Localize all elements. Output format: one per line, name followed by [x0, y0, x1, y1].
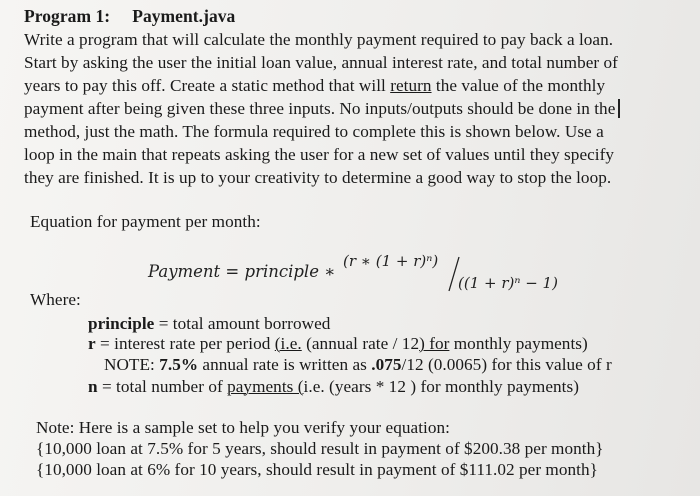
- definition-text: = interest rate per period: [95, 334, 275, 353]
- note-line: Note: Here is a sample set to help you verify your equation:: [36, 418, 450, 437]
- definition-text: = total amount borrowed: [154, 314, 331, 333]
- term-principle: principle: [88, 314, 155, 333]
- paragraph-line: Start by asking the user the initial loan value, annual interest rate, and total number of: [24, 53, 618, 72]
- definition-text: monthly payments): [449, 334, 588, 353]
- note-text: annual rate is written as: [198, 355, 372, 374]
- definition-note: [104, 355, 612, 375]
- definition-text: = total number of: [97, 377, 228, 396]
- note-decimal: .075: [371, 355, 402, 374]
- note-text: /12 (0.0065) for this value of r: [401, 355, 612, 374]
- note-line: {10,000 loan at 7.5% for 5 years, should result in payment of $200.38 per month}: [36, 439, 604, 458]
- text-cursor: [618, 99, 620, 118]
- return-underlined: return: [390, 76, 432, 95]
- program-number: Program 1:: [24, 6, 111, 26]
- paragraph-line: loop in the main that repeats asking the user for a new set of values until they specify: [24, 145, 615, 164]
- paragraph-text: the value of the monthly: [431, 76, 606, 95]
- definition-text: ) for: [419, 334, 450, 353]
- paragraph-line: they are finished. It is up to your creativity to determine a good way to stop the loop.: [24, 168, 612, 187]
- term-r: r: [88, 334, 96, 353]
- definition-r: [88, 334, 588, 354]
- note-rate: 7.5%: [159, 355, 199, 374]
- definition-n: [88, 377, 579, 397]
- program-title: [24, 6, 235, 26]
- note-text: NOTE:: [104, 355, 160, 374]
- paragraph-text: years to pay this off. Create a static method that will: [24, 76, 391, 95]
- paragraph-line: [24, 76, 605, 96]
- paragraph-text: payment after being given these three inputs. No inputs/outputs should be done in the: [24, 99, 616, 118]
- note-line: {10,000 loan at 6% for 10 years, should result in payment of $111.02 per month}: [36, 460, 598, 479]
- equation-heading: Equation for payment per month:: [30, 212, 261, 231]
- where-label: Where:: [30, 290, 81, 309]
- paragraph-line: [24, 99, 620, 119]
- definition-principle: [88, 314, 330, 334]
- term-n: n: [88, 377, 98, 396]
- definition-text: i.e. (years * 12 ) for monthly payments): [303, 377, 580, 396]
- paragraph-line: Write a program that will calculate the monthly payment required to pay back a loan.: [24, 30, 614, 49]
- formula-denominator: ((1 + r)ⁿ − 1): [458, 274, 558, 292]
- definition-text: (annual rate / 12: [301, 334, 420, 353]
- formula-numerator: (r ∗ (1 + r)ⁿ): [343, 252, 439, 270]
- definition-text: payments (: [227, 377, 304, 396]
- formula-lhs: Payment = principle ∗: [148, 262, 336, 281]
- definition-text: (i.e.: [274, 334, 302, 353]
- program-filename: Payment.java: [132, 6, 236, 26]
- paragraph-line: method, just the math. The formula required to complete this is shown below. Use a: [24, 122, 604, 141]
